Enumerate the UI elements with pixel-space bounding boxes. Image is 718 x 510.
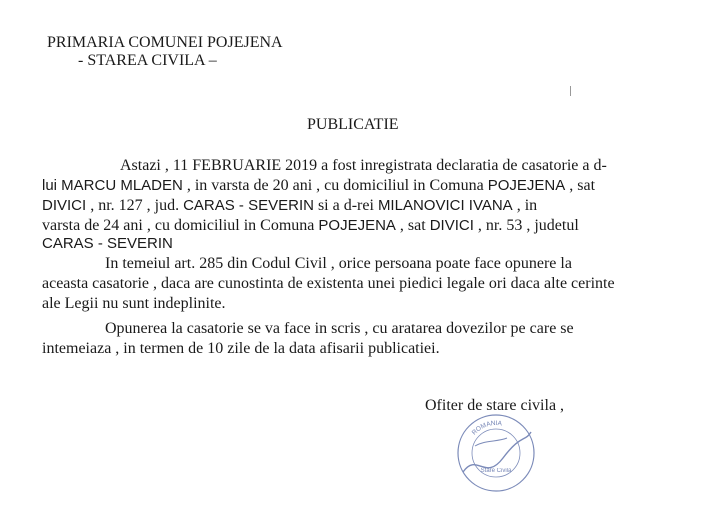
paragraph1-line4 bbox=[42, 216, 579, 235]
paragraph1-line1 bbox=[120, 156, 607, 175]
paragraph1-line2 bbox=[42, 176, 595, 195]
document-title: PUBLICATIE bbox=[307, 116, 399, 133]
department-name: - STAREA CIVILA – bbox=[78, 52, 217, 69]
text-span: varsta de 24 ani , cu domiciliul in Comuna bbox=[42, 217, 319, 234]
text-span: , nr. 53 , judetul bbox=[473, 217, 579, 234]
official-stamp bbox=[455, 412, 537, 494]
signature-label: Ofiter de stare civila , bbox=[425, 397, 565, 414]
stamp-top-text: ROMANIA bbox=[470, 419, 503, 437]
text-span: si a d-rei bbox=[313, 197, 378, 214]
text-span: , in varsta de 20 ani , cu domiciliul in Comuna bbox=[182, 177, 488, 194]
paragraph3-line1: Opunerea la casatorie se va face in scris , cu aratarea dovezilor pe care se bbox=[105, 320, 574, 337]
commune-name: POJEJENA bbox=[318, 217, 396, 234]
text-span: Astazi , 11 FEBRUARIE 2019 a fost inregistrata declaratia de casatorie a d- bbox=[120, 157, 607, 174]
institution-name: PRIMARIA COMUNEI POJEJENA bbox=[47, 34, 283, 51]
bride-name: MILANOVICI IVANA bbox=[377, 197, 513, 214]
county-name: CARAS - SEVERIN bbox=[183, 197, 314, 214]
text-span: , sat bbox=[565, 177, 596, 194]
village-name: DIVICI bbox=[42, 197, 87, 214]
paragraph2-line2: aceasta casatorie , daca are cunostinta de existenta unei piedici legale ori daca alte cerinte bbox=[42, 275, 615, 292]
scan-mark bbox=[570, 86, 571, 96]
paragraph2-line1: In temeiul art. 285 din Codul Civil , orice persoana poate face opunere la bbox=[105, 255, 572, 272]
text-span: , nr. 127 , jud. bbox=[86, 197, 184, 214]
village-name: DIVICI bbox=[429, 217, 474, 234]
groom-name: lui MARCU MLADEN bbox=[42, 177, 183, 194]
commune-name: POJEJENA bbox=[487, 177, 566, 194]
paragraph2-line3: ale Legii nu sunt indeplinite. bbox=[42, 295, 226, 312]
paragraph3-line2: intemeiaza , in termen de 10 zile de la data afisarii publicatiei. bbox=[42, 340, 440, 357]
paragraph1-line3 bbox=[42, 196, 537, 215]
stamp-center-text: Stare Civila bbox=[480, 468, 512, 474]
text-span: , sat bbox=[395, 217, 430, 234]
text-span: , in bbox=[512, 197, 538, 214]
paragraph1-line5 bbox=[42, 234, 173, 253]
county-name: CARAS - SEVERIN bbox=[42, 235, 173, 252]
